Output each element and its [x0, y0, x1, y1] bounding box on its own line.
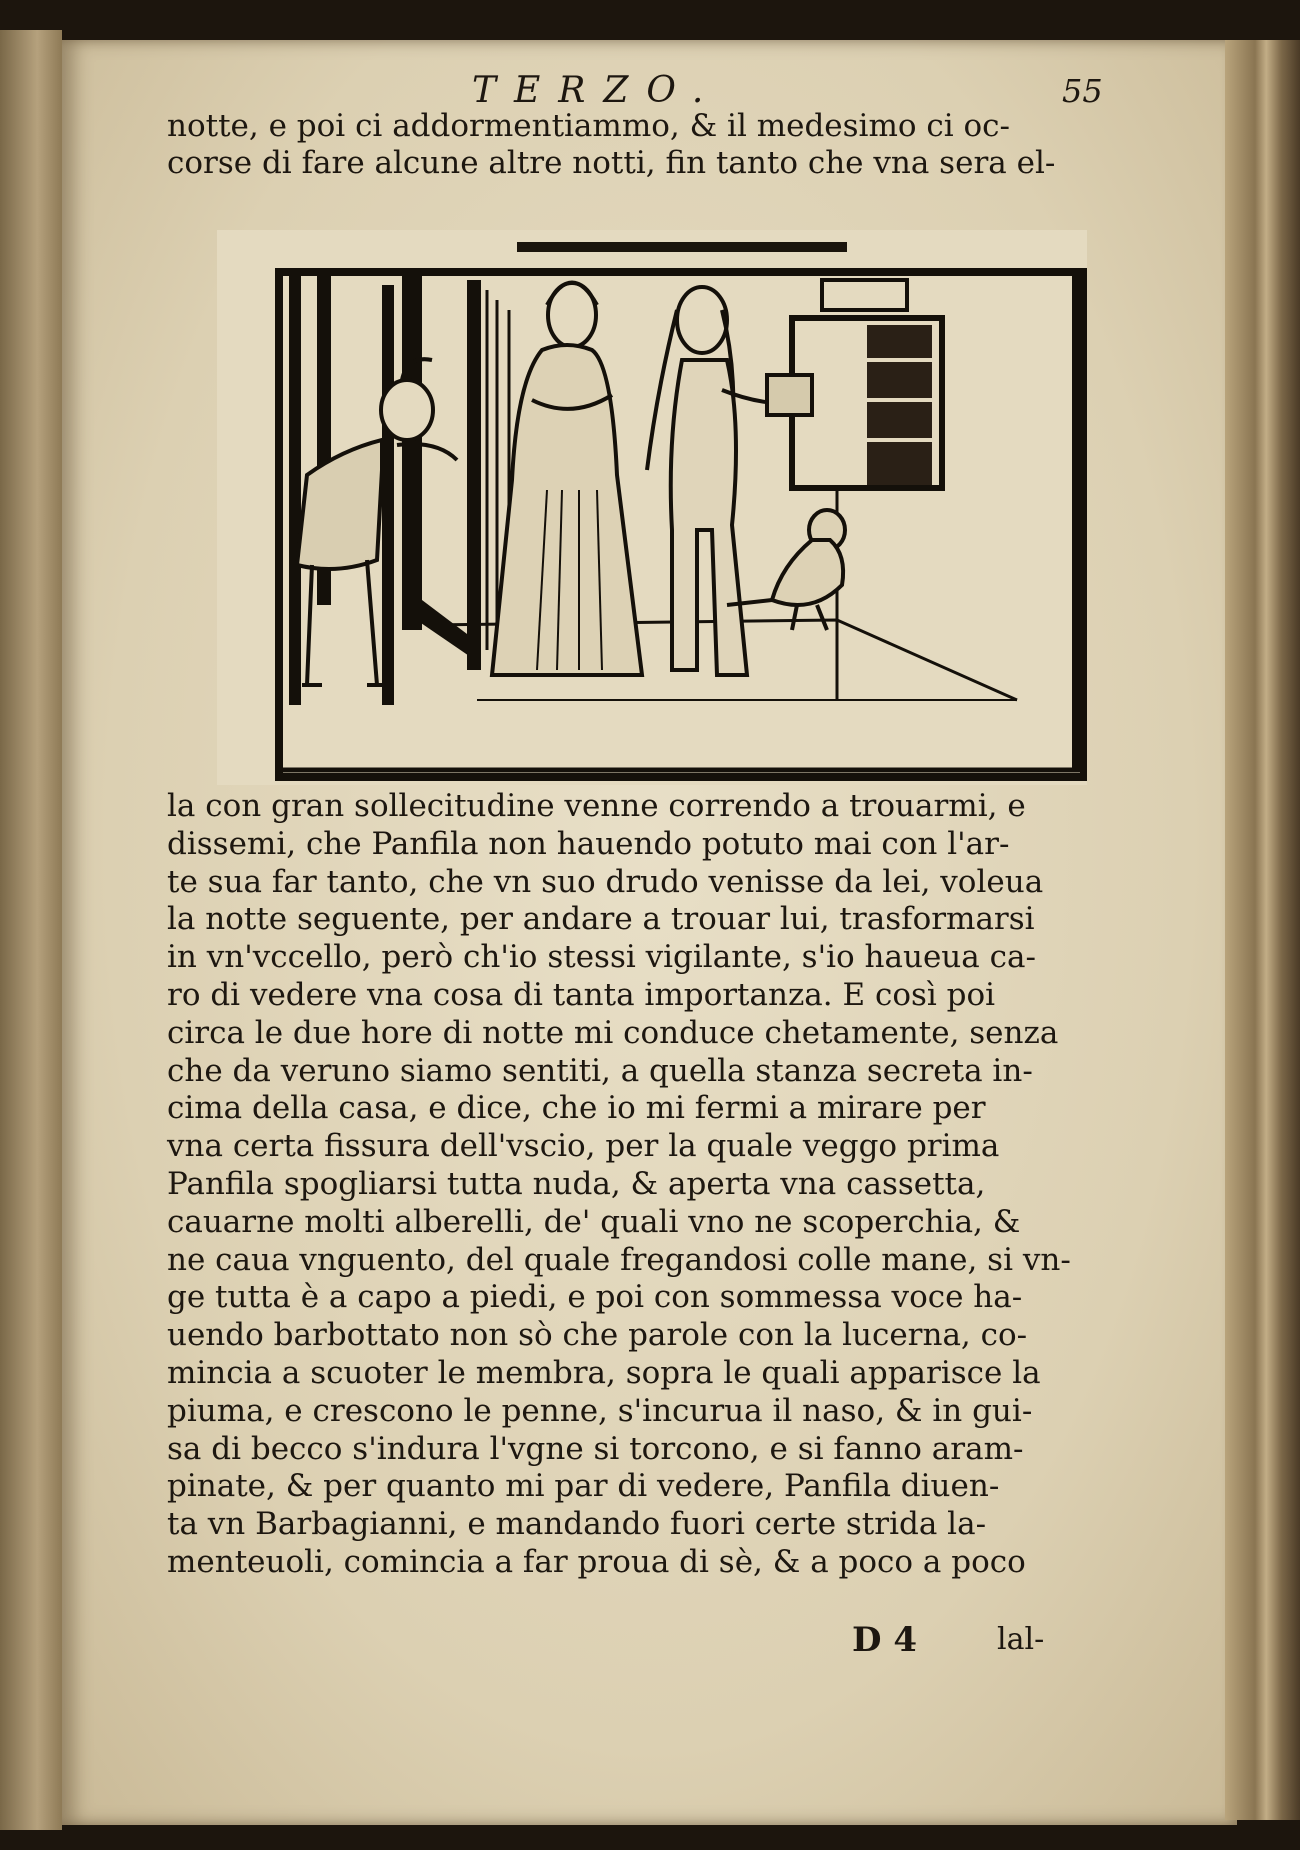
book-page — [62, 40, 1237, 1825]
text-line: ta vn Barbagianni, e mandando fuori certe strida la- — [167, 1506, 987, 1543]
text-line: la con gran sollecitudine venne correndo a trouarmi, e — [167, 788, 1026, 824]
catchword: lal- — [997, 1622, 1045, 1657]
woodcut-illustration — [217, 230, 1087, 785]
text-line: vna certa fissura dell'vscio, per la quale veggo prima — [167, 1128, 1000, 1165]
text-line: che da veruno siamo sentiti, a quella stanza secreta in- — [167, 1052, 1033, 1089]
text-line: mincia a scuoter le membra, sopra le quali apparisce la — [167, 1354, 1041, 1391]
woodcut-drawing — [217, 230, 1087, 785]
text-line: corse di fare alcune altre notti, fin tanto che vna sera el- — [167, 145, 1056, 181]
text-line: notte, e poi ci addormentiammo, & il medesimo ci oc- — [167, 108, 1011, 144]
text-line: ne caua vnguento, del quale fregandosi colle mane, si vn- — [167, 1241, 1071, 1278]
text-line: te sua far tanto, che vn suo drudo venisse da lei, voleua — [167, 863, 1044, 900]
text-line: piuma, e crescono le penne, s'incurua il naso, & in gui- — [167, 1392, 1033, 1429]
text-line: dissemi, che Panfila non hauendo potuto mai con l'ar- — [167, 825, 1010, 862]
signature-mark: D 4 — [852, 1620, 917, 1660]
text-block-top — [167, 108, 1127, 182]
text-line: sa di becco s'indura l'vgne si torcono, e si fanno aram- — [167, 1430, 1024, 1467]
text-line: circa le due hore di notte mi conduce chetamente, senza — [167, 1014, 1059, 1051]
text-line: la notte seguente, per andare a trouar lui, trasformarsi — [167, 901, 1035, 938]
text-line: ro di vedere vna cosa di tanta importanza. E così poi — [167, 976, 996, 1013]
text-line: cima della casa, e dice, che io mi fermi a mirare per — [167, 1090, 986, 1127]
running-head: TERZO. — [472, 70, 722, 111]
text-line: in vn'vccello, però ch'io stessi vigilante, s'io haueua ca- — [167, 939, 1036, 976]
text-line: cauarne molti alberelli, de' quali vno ne scoperchia, & — [167, 1203, 1021, 1240]
text-line: uendo barbottato non sò che parole con la lucerna, co- — [167, 1317, 1028, 1354]
page-number: 55 — [1062, 72, 1103, 110]
page-footer — [62, 1620, 1237, 1670]
left-page-edge — [0, 30, 62, 1830]
text-line: pinate, & per quanto mi par di vedere, Panfila diuen- — [167, 1468, 1000, 1505]
text-line: menteuoli, comincia a far proua di sè, & a poco a poco — [167, 1543, 1026, 1580]
text-block-main — [167, 788, 1127, 1582]
text-line: ge tutta è a capo a piedi, e poi con sommessa voce ha- — [167, 1279, 1023, 1316]
text-line: Panfila spogliarsi tutta nuda, & aperta vna cassetta, — [167, 1165, 986, 1202]
page-stack-edge — [1225, 40, 1300, 1820]
